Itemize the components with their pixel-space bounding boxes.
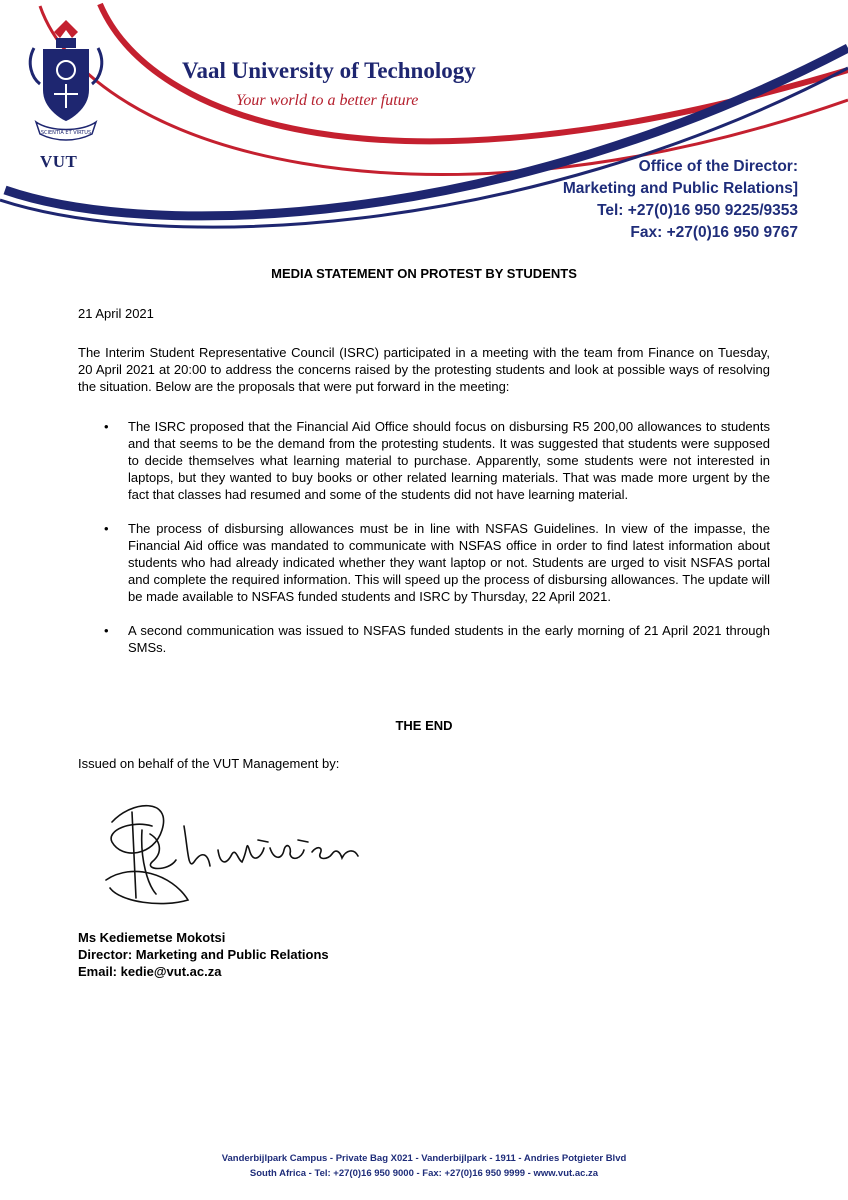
footer-line-1: Vanderbijlpark Campus - Private Bag X021 - Vanderbijlpark - 1911 - Andries Potgieter Blvd — [221, 1153, 627, 1164]
bullet-icon: • — [104, 419, 109, 434]
list-item — [78, 622, 770, 656]
office-title: Office of the Director: — [638, 158, 798, 175]
university-tagline: Your world to a better future — [236, 92, 419, 109]
statement-date: 21 April 2021 — [78, 306, 154, 321]
list-item — [78, 520, 770, 605]
the-end-heading: THE END — [395, 718, 453, 733]
svg-text:SCIENTIA ET VIRTUS: SCIENTIA ET VIRTUS — [40, 130, 92, 136]
statement-intro: The Interim Student Representative Council (ISRC) participated in a meeting with the team from Finance on Tuesday, 20 April 2021 at 20:00 to address the concerns raised by the protesting students and look at possible ways of resolving the situation. Below are the proposals that were put forward in the meeting: — [78, 345, 770, 394]
signer-block — [78, 929, 329, 980]
list-item-text: The ISRC proposed that the Financial Aid Office should focus on disbursing R5 200,00 allowances to students and that seems to be the demand from the protesting students. It was suggested that students were supposed to decide themselves what learning material to purchase. Apparently, some students were not interested in laptops, but they wanted to buy books or other related learning materials. That was made more urgent by the fact that classes had resumed and some of the students did not have learning material. — [128, 419, 770, 502]
list-item — [78, 418, 770, 503]
office-department: Marketing and Public Relations] — [562, 180, 798, 197]
university-name: Vaal University of Technology — [182, 58, 476, 83]
signer-title: Director: Marketing and Public Relations — [78, 947, 329, 962]
office-fax: Fax: +27(0)16 950 9767 — [630, 224, 798, 241]
list-item-text: A second communication was issued to NSFAS funded students in the early morning of 21 April 2021 through SMSs. — [128, 623, 770, 655]
crest-label: VUT — [40, 152, 78, 171]
office-tel: Tel: +27(0)16 950 9225/9353 — [597, 202, 798, 219]
bullet-icon: • — [104, 623, 109, 638]
statement-title: MEDIA STATEMENT ON PROTEST BY STUDENTS — [271, 266, 577, 281]
bullet-icon: • — [104, 521, 109, 536]
signer-name: Ms Kediemetse Mokotsi — [78, 930, 226, 945]
issued-by-line: Issued on behalf of the VUT Management by: — [78, 756, 340, 771]
vut-crest-logo — [26, 18, 106, 148]
footer-address — [0, 1151, 848, 1181]
footer-line-2: South Africa - Tel: +27(0)16 950 9000 - Fax: +27(0)16 950 9999 - www.vut.ac.za — [249, 1168, 599, 1179]
signer-email: Email: kedie@vut.ac.za — [78, 964, 222, 979]
list-item-text: The process of disbursing allowances must be in line with NSFAS Guidelines. In view of the impasse, the Financial Aid office was mandated to communicate with NSFAS office in order to find latest information about students who had already indicated whether they want laptop or not. Students are urged to visit NSFAS portal and complete the required information. This will speed up the process of disbursing allowances. The update will be made available to NSFAS funded students and ISRC by Thursday, 22 April 2021. — [128, 521, 770, 604]
signature-image — [92, 790, 392, 910]
office-contact-block — [563, 156, 798, 244]
proposal-list — [78, 418, 770, 673]
